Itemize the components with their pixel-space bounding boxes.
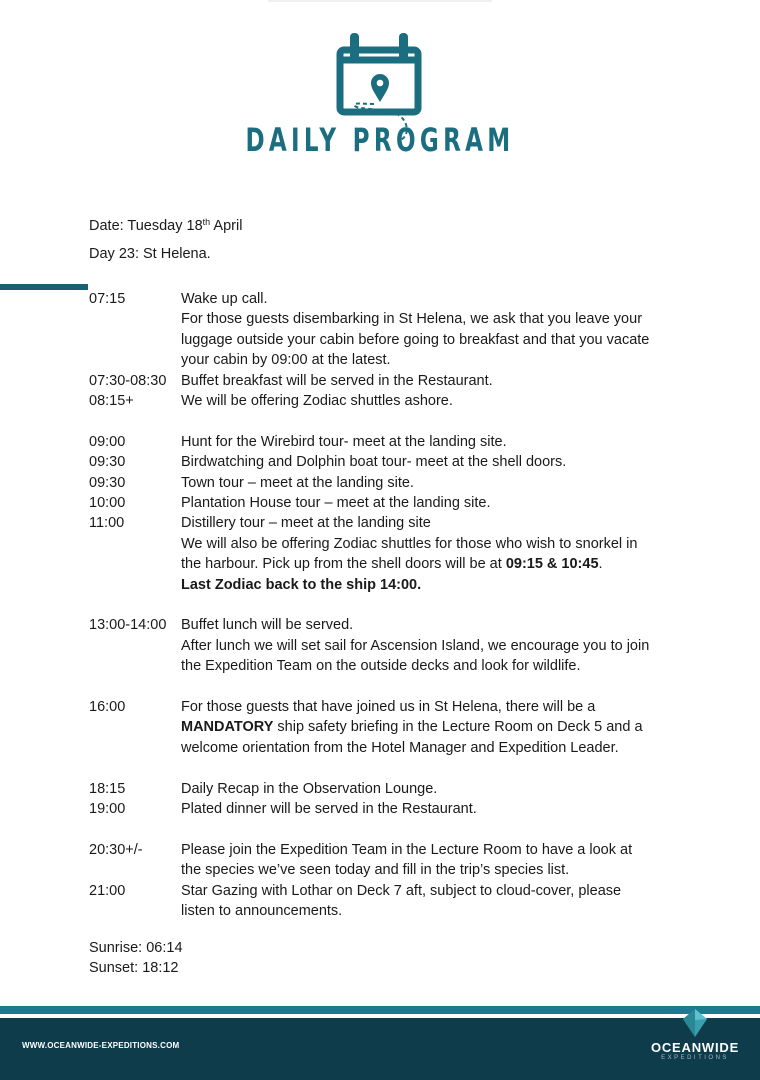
description-line: Plantation House tour – meet at the landing site. — [181, 495, 491, 512]
schedule-description — [181, 289, 671, 371]
description-line: Please join the Expedition Team in the Lecture Room to have a look at — [181, 841, 633, 858]
schedule-row — [89, 697, 671, 758]
schedule-time: 07:15 — [89, 291, 126, 307]
schedule-description — [181, 493, 671, 513]
description-line: Daily Recap in the Observation Lounge. — [181, 780, 438, 797]
schedule-row — [89, 513, 671, 595]
footer — [0, 1018, 760, 1080]
schedule-row — [89, 881, 671, 922]
schedule-description — [181, 371, 671, 391]
mandatory-emphasis: MANDATORY — [181, 719, 274, 736]
description-line: Star Gazing with Lothar on Deck 7 aft, subject to cloud-cover, please — [181, 882, 622, 899]
schedule-row — [89, 371, 671, 391]
page-title: DAILY PROGRAM — [245, 121, 515, 159]
schedule-row — [89, 493, 671, 513]
top-divider — [268, 0, 492, 2]
spacer — [89, 677, 671, 697]
schedule-row — [89, 779, 671, 799]
schedule-time: 10:00 — [89, 495, 126, 512]
description-line: luggage outside your cabin before going to breakfast and that you vacate — [181, 331, 650, 348]
schedule-time: 11:00 — [89, 515, 125, 532]
spacer — [89, 758, 671, 778]
description-line: We will also be offering Zodiac shuttles for those who wish to snorkel in — [181, 535, 638, 552]
description-line: Distillery tour – meet at the landing site — [181, 515, 431, 532]
schedule-row — [89, 289, 671, 371]
schedule-time: 08:15+ — [89, 393, 134, 410]
schedule-row — [89, 799, 671, 819]
description-line: Wake up call. — [181, 291, 268, 307]
description-line: the species we’ve seen today and fill in the trip’s species list. — [181, 862, 570, 879]
brand-name: OCEANWIDE — [650, 1040, 740, 1055]
sunrise-time: Sunrise: 06:14 — [89, 940, 183, 956]
schedule-time: 07:30-08:30 — [89, 372, 167, 389]
brand-logo — [636, 1008, 754, 1068]
schedule-row — [89, 452, 671, 472]
spacer — [89, 595, 671, 615]
description-line: Buffet lunch will be served. — [181, 617, 354, 634]
description-line: Hunt for the Wirebird tour- meet at the landing site. — [181, 433, 507, 450]
description-line: listen to announcements. — [181, 903, 343, 920]
schedule-time: 09:00 — [89, 433, 126, 450]
schedule-time: 16:00 — [89, 699, 126, 716]
schedule-time: 09:30 — [89, 454, 126, 471]
schedule-description — [181, 779, 671, 799]
schedule-time: 18:15 — [89, 780, 126, 797]
schedule-row — [89, 615, 671, 676]
description-line: Buffet breakfast will be served in the Restaurant. — [181, 372, 493, 389]
spacer — [89, 411, 671, 431]
schedule-list — [89, 289, 671, 922]
schedule-row — [89, 391, 671, 411]
schedule-description — [181, 513, 671, 595]
description-line: the Expedition Team on the outside decks and look for wildlife. — [181, 658, 581, 675]
schedule-description — [181, 615, 671, 676]
schedule-description — [181, 452, 671, 472]
schedule-row — [89, 473, 671, 493]
description-line: We will be offering Zodiac shuttles ashore. — [181, 393, 453, 410]
schedule-description — [181, 432, 671, 452]
schedule-time: 09:30 — [89, 474, 126, 491]
schedule-description — [181, 840, 671, 881]
schedule-row — [89, 432, 671, 452]
day-line: Day 23: St Helena. — [89, 246, 211, 262]
diamond-logo-icon — [682, 1008, 708, 1038]
description-line: Birdwatching and Dolphin boat tour- meet at the shell doors. — [181, 454, 567, 471]
sunset-time: Sunset: 18:12 — [89, 960, 179, 976]
description-line: For those guests that have joined us in St Helena, there will be a — [181, 699, 596, 716]
website-link[interactable]: WWW.OCEANWIDE-EXPEDITIONS.COM — [22, 1041, 180, 1050]
accent-bar — [0, 284, 88, 290]
schedule-description — [181, 799, 671, 819]
description-line: For those guests disembarking in St Helena, we ask that you leave your — [181, 311, 643, 328]
schedule-description — [181, 881, 671, 922]
schedule-description — [181, 473, 671, 493]
description-line: welcome orientation from the Hotel Manager and Expedition Leader. — [181, 739, 619, 756]
spacer — [89, 820, 671, 840]
schedule-time: 20:30+/- — [89, 841, 143, 858]
schedule-time: 21:00 — [89, 882, 126, 899]
date-line: Date: Tuesday 18th April — [89, 217, 243, 234]
last-zodiac-notice: Last Zodiac back to the ship 14:00. — [181, 576, 422, 593]
schedule-description — [181, 391, 671, 411]
brand-subtitle: EXPEDITIONS — [661, 1055, 729, 1061]
description-line: your cabin by 09:00 at the latest. — [181, 352, 391, 369]
schedule-time: 19:00 — [89, 801, 126, 818]
description-line: Plated dinner will be served in the Restaurant. — [181, 801, 477, 818]
pickup-times: 09:15 & 10:45 — [505, 556, 599, 573]
schedule-time: 13:00-14:00 — [89, 617, 167, 634]
description-line: After lunch we will set sail for Ascension Island, we encourage you to join — [181, 637, 650, 654]
description-line: the harbour. Pick up from the shell doors will be at 09:15 & 10:45. — [181, 556, 603, 573]
schedule-row — [89, 840, 671, 881]
description-line: MANDATORY ship safety briefing in the Lecture Room on Deck 5 and a — [181, 719, 643, 736]
schedule-description — [181, 697, 671, 758]
description-line: Town tour – meet at the landing site. — [181, 474, 414, 491]
